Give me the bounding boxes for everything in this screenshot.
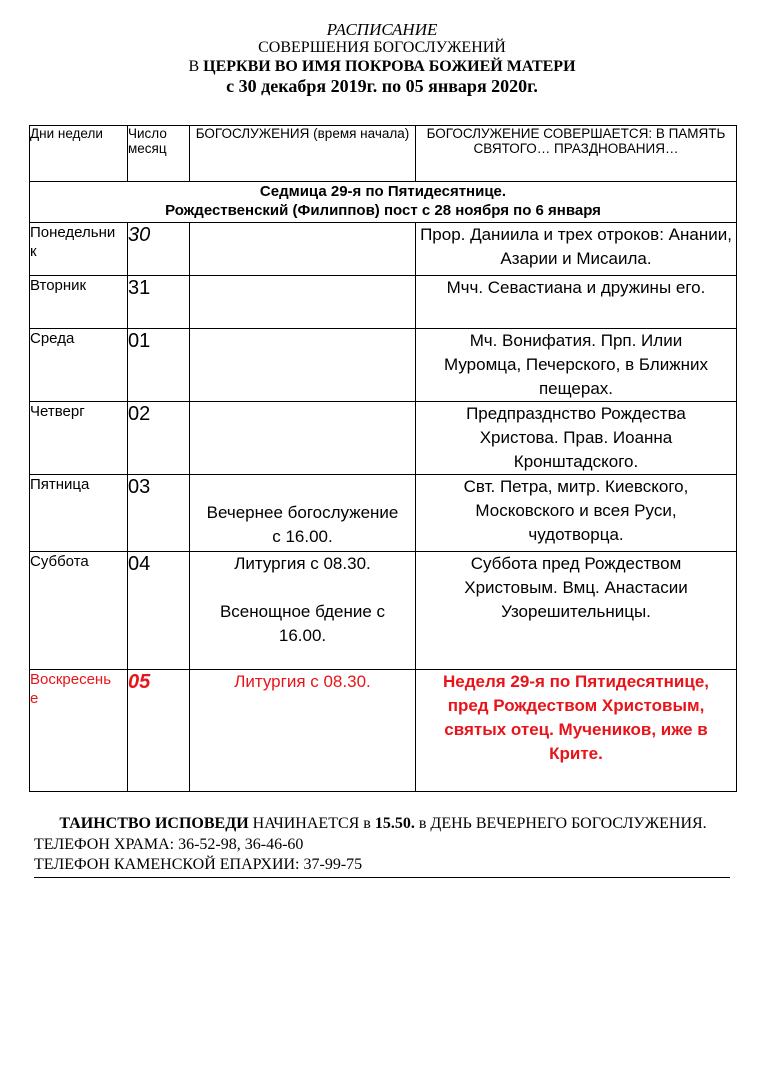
confession-time: 15.50.	[374, 815, 415, 832]
date-cell: 04	[128, 552, 190, 670]
day-cell: Пятница	[30, 475, 128, 552]
church-line	[0, 57, 764, 76]
document-header	[0, 20, 764, 97]
footer	[34, 814, 732, 878]
date-cell: 30	[128, 223, 190, 276]
service-cell	[190, 475, 416, 552]
table-row	[30, 475, 737, 552]
schedule-table	[29, 125, 737, 792]
confession-text-2: в ДЕНЬ ВЕЧЕРНЕГО БОГОСЛУЖЕНИЯ.	[418, 815, 707, 832]
service-secondary: Всенощное бдение с 16.00.	[219, 602, 386, 645]
doc-subtitle: СОВЕРШЕНИЯ БОГОСЛУЖЕНИЙ	[258, 39, 506, 56]
service-cell	[190, 223, 416, 276]
col-memory: БОГОСЛУЖЕНИЕ СОВЕРШАЕТСЯ: В ПАМЯТЬ СВЯТОГО… ПРАЗДНОВАНИЯ…	[416, 126, 737, 182]
memory-cell	[416, 329, 737, 402]
service-cell	[190, 402, 416, 475]
memory-text: Свт. Петра, митр. Киевского, Московского и всея Руси, чудотворца.	[463, 477, 689, 544]
table-row	[30, 276, 737, 329]
service-cell	[190, 552, 416, 670]
col-date: Число месяц	[128, 126, 190, 182]
service-cell	[190, 329, 416, 402]
memory-cell	[416, 670, 737, 792]
memory-cell: Прор. Даниила и трех отроков: Анании, Азарии и Мисаила.	[416, 223, 737, 276]
fast-title: Рождественский (Филиппов) пост с 28 ноября по 6 января	[165, 202, 601, 219]
church-prefix: В	[188, 58, 200, 75]
memory-cell	[416, 552, 737, 670]
service-primary: Вечернее богослужение с 16.00.	[206, 503, 399, 546]
confession-bold-1: ТАИНСТВО ИСПОВЕДИ	[59, 815, 249, 832]
table-row	[30, 223, 737, 276]
memory-text: Мчч. Севастиана и дружины его.	[446, 278, 706, 297]
table-header-row	[30, 126, 737, 182]
col-services: БОГОСЛУЖЕНИЯ (время начала)	[190, 126, 416, 182]
memory-text: Суббота пред Рождеством Христовым. Вмц. Анастасии Узорешительницы.	[464, 554, 688, 621]
day-cell	[30, 670, 128, 792]
day-label: Воскресенье	[30, 671, 112, 707]
church-name: ЦЕРКВИ ВО ИМЯ ПОКРОВА БОЖИЕЙ МАТЕРИ	[203, 58, 576, 75]
day-cell: Четверг	[30, 402, 128, 475]
day-cell	[30, 223, 128, 276]
date-cell: 31	[128, 276, 190, 329]
memory-cell	[416, 276, 737, 329]
eparchy-phone: ТЕЛЕФОН КАМЕНСКОЙ ЕПАРХИИ: 37-99-75	[34, 856, 363, 873]
date-range: с 30 декабря 2019г. по 05 января 2020г.	[226, 76, 538, 96]
table-row	[30, 552, 737, 670]
day-cell: Среда	[30, 329, 128, 402]
week-heading	[30, 182, 737, 223]
memory-text: Мч. Вонифатия. Прп. Илии Муромца, Печерского, в Ближних пещерах.	[444, 331, 708, 398]
footer-divider	[34, 877, 730, 878]
service-cell	[190, 670, 416, 792]
church-phone: ТЕЛЕФОН ХРАМА: 36-52-98, 36-46-60	[34, 836, 304, 853]
table-row	[30, 329, 737, 402]
day-label: Понедельник	[30, 224, 116, 260]
memory-text: Предпразднство Рождества Христова. Прав. Иоанна Кронштадского.	[466, 404, 686, 471]
date-cell: 02	[128, 402, 190, 475]
service-primary: Литургия с 08.30.	[234, 554, 371, 573]
day-cell: Суббота	[30, 552, 128, 670]
confession-text-1: НАЧИНАЕТСЯ в	[252, 815, 371, 832]
table-row	[30, 670, 737, 792]
date-cell: 01	[128, 329, 190, 402]
col-days: Дни недели	[30, 126, 128, 182]
memory-cell	[416, 402, 737, 475]
date-cell: 05	[128, 670, 190, 792]
memory-cell	[416, 475, 737, 552]
doc-title: РАСПИСАНИЕ	[326, 20, 438, 39]
service-cell	[190, 276, 416, 329]
section-row	[30, 182, 737, 223]
table-row	[30, 402, 737, 475]
day-cell: Вторник	[30, 276, 128, 329]
service-gap	[230, 576, 375, 600]
week-title: Седмица 29-я по Пятидесятнице.	[259, 183, 507, 200]
confession-note	[34, 814, 732, 834]
date-cell: 03	[128, 475, 190, 552]
service-primary: Литургия с 08.30.	[234, 672, 371, 691]
memory-text: Неделя 29-я по Пятидесятнице, пред Рождеством Христовым, святых отец. Мучеников, иже в Крите.	[443, 672, 709, 763]
